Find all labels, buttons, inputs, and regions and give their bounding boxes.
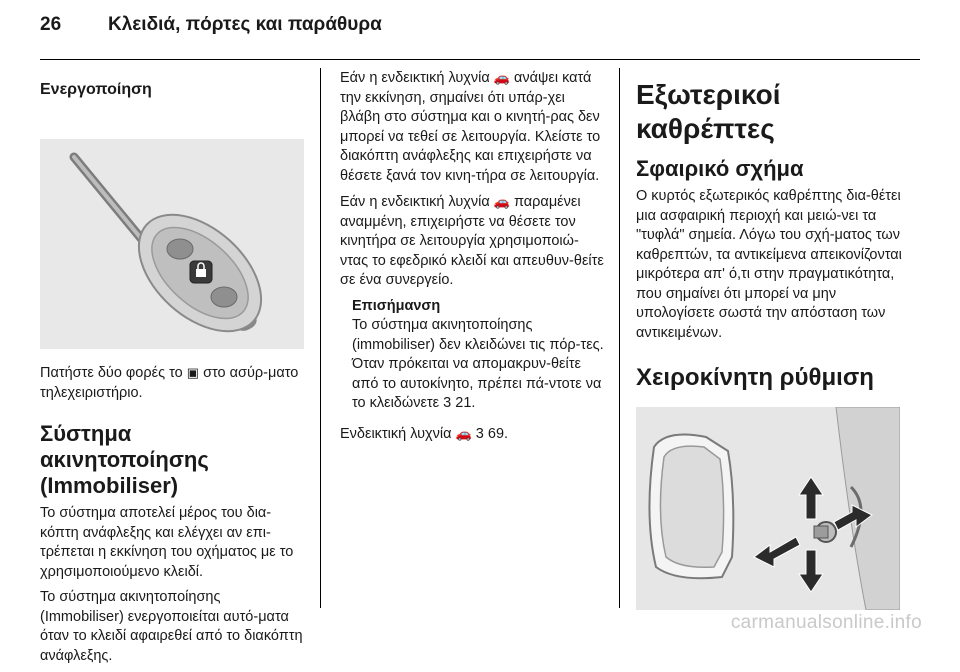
page-header	[40, 14, 920, 62]
warning-lamp-para-2: Εάν η ενδεικτική λυχνία 🚗 παραμένει αναμμένη, επιχειρήστε να θέσετε τον κινητήρα σε λειτουργία χρησιμοποιώ-ντας το εφεδρικό κλειδί και απευθυν-θείτε σε ένα συνεργείο.	[340, 194, 604, 288]
note-text: Το σύστημα ακινητοποίησης (immobiliser) δεν κλειδώνει τις πόρ-τες. Όταν πρόκειται να απομακρυν-θείτε από το αυτοκίνητο, πρέπει πά-ντοτε να το κλειδώνετε 3 21.	[352, 317, 604, 411]
heading-exterior-mirrors: Εξωτερικοί καθρέπτες	[636, 79, 781, 144]
column-right	[636, 68, 902, 610]
car-key-warning-icon: 🚗	[493, 194, 510, 209]
page-number: 26	[40, 14, 62, 35]
mirror-adjustment-illustration	[636, 407, 900, 610]
watermark: carmanualsonline.info	[730, 612, 922, 633]
heading-manual-adjustment: Χειροκίνητη ρύθμιση	[636, 364, 874, 391]
column-middle	[340, 68, 605, 450]
immobiliser-para-1: Το σύστημα αποτελεί μέρος του δια-κόπτη ανάφλεξης και ελέγχει αν επι-τρέπεται η εκκίνηση του οχήματος με το χρησιμοποιούμενο κλειδί.	[40, 505, 294, 580]
lock-button-icon: ▣	[186, 365, 200, 380]
note-title: Επισήμανση	[352, 297, 441, 314]
indicator-ref-line: Ενδεικτική λυχνία 🚗 3 69.	[340, 425, 509, 442]
key-fob-icon	[40, 139, 304, 349]
mirror-adjust-icon	[636, 407, 900, 610]
xref-arrow-icon: 3	[475, 425, 484, 442]
xref-arrow-icon: 3	[443, 395, 452, 411]
heading-convex-shape: Σφαιρικό σχήμα	[636, 156, 804, 181]
convex-description: Ο κυρτός εξωτερικός καθρέπτης δια-θέτει μια ασφαιρική περιοχή και μειώ-νει τα "τυφλά" σημεία. Λόγω του σχή-ματος των καθρεπτών, τα αντικείμενα απεικονίζονται μικρότερα απ' ό,τι στην πραγματικότητα, που σημαίνει ότι μπορεί να μην υπολογίσετε σωστά την απόσταση των αντικειμένων.	[636, 188, 902, 341]
immobiliser-para-2: Το σύστημα ακινητοποίησης (Immobiliser) ενεργοποιείται αυτό-ματα όταν το κλειδί αφαιρεθεί από το διακόπτη ανάφλεξης.	[40, 589, 303, 664]
heading-immobiliser: Σύστημα ακινητοποίησης (Immobiliser)	[40, 421, 209, 498]
header-rule	[40, 59, 920, 60]
note-box	[352, 297, 605, 414]
warning-lamp-para-1: Εάν η ενδεικτική λυχνία 🚗 ανάψει κατά την εκκίνηση, σημαίνει ότι υπάρ-χει βλάβη στο σύστημα και ο κινητή-ρας δεν μπορεί να τεθεί σε λειτουργία. Κλείστε το διακόπτη ανάφλεξης και επιχειρήστε να θέσετε ξανά τον κινη-τήρα σε λειτουργία.	[340, 70, 601, 184]
key-caption: Πατήστε δύο φορές το ▣ στο ασύρ-ματο τηλεχειριστήριο.	[40, 365, 299, 401]
note-page-ref[interactable]: 21.	[455, 395, 476, 411]
car-key-warning-icon: 🚗	[455, 425, 472, 441]
heading-activation: Ενεργοποίηση	[40, 81, 152, 98]
chapter-title: Κλειδιά, πόρτες και παράθυρα	[108, 14, 382, 35]
key-fob-illustration	[40, 139, 304, 349]
column-divider	[619, 68, 620, 608]
column-divider	[320, 68, 321, 608]
indicator-page-ref[interactable]: 69.	[487, 425, 509, 442]
car-key-warning-icon: 🚗	[493, 70, 510, 85]
column-left	[40, 68, 304, 672]
